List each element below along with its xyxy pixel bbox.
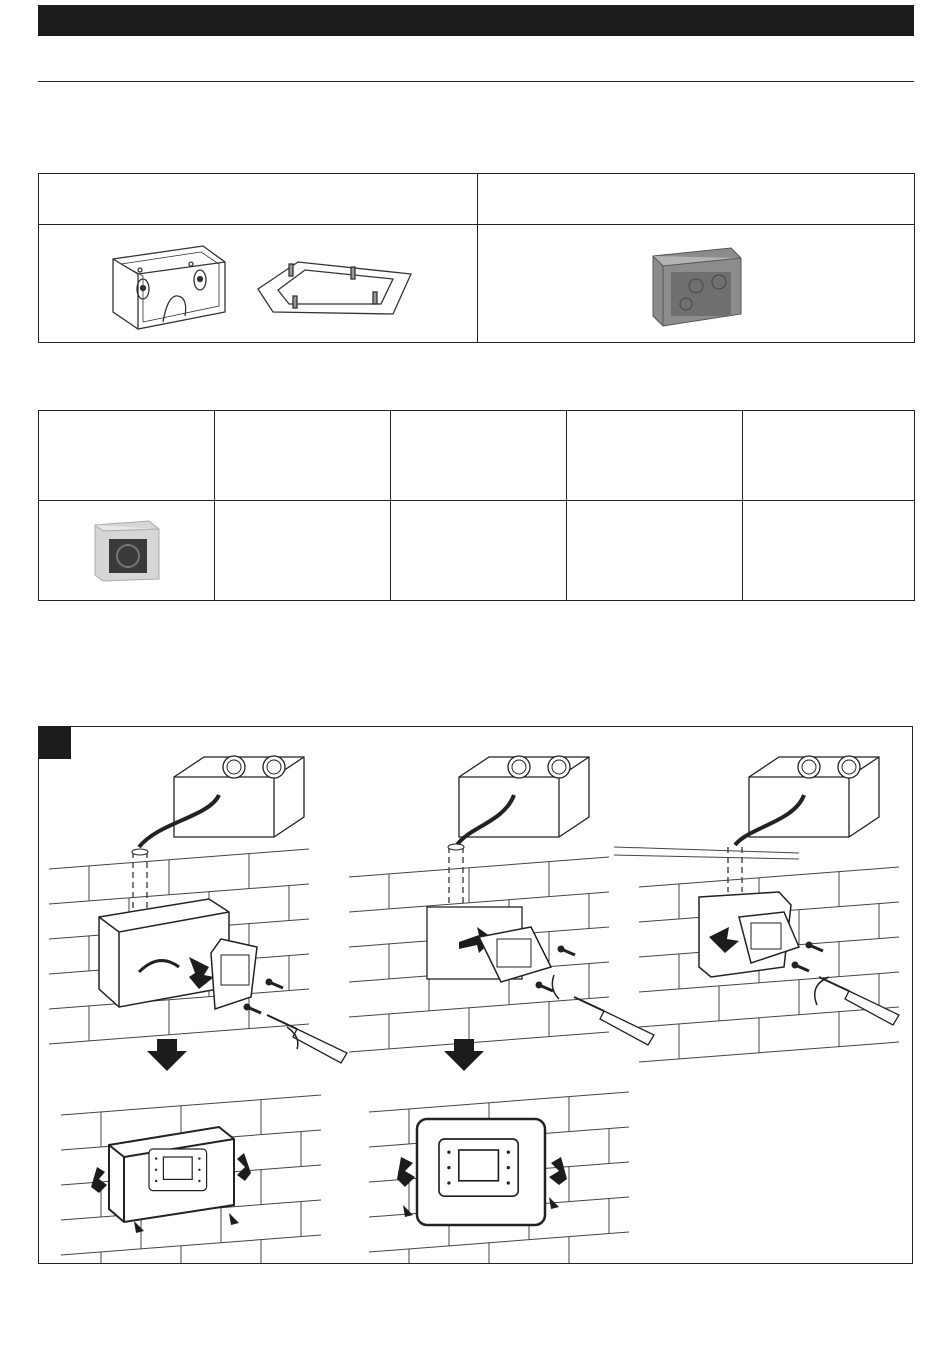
- surface-mount-cell: [39, 225, 478, 343]
- boxes-cell-2: [215, 501, 391, 601]
- mounting-header-flush: [478, 174, 915, 225]
- header-bar: [38, 5, 914, 36]
- flush-box-installation-icon: [349, 756, 654, 1071]
- step-badge: [39, 727, 71, 759]
- header-rule: [38, 81, 914, 82]
- flush-mount-cell: [478, 225, 915, 343]
- flush-mount-wall-box-icon: [641, 234, 751, 334]
- surface-mounted-result-icon: [61, 1095, 321, 1263]
- mounting-header-surface: [39, 174, 478, 225]
- boxes-header-5: [743, 411, 915, 501]
- boxes-header-4: [567, 411, 743, 501]
- installation-panel: [38, 726, 913, 1264]
- boxes-header-3: [391, 411, 567, 501]
- box-compatibility-table: [38, 410, 915, 601]
- boxes-cell-4: [567, 501, 743, 601]
- boxes-cell-3: [391, 501, 567, 601]
- surface-mount-box-and-frame-icon: [93, 234, 423, 334]
- wall-mount-installation-icon: [614, 756, 899, 1062]
- boxes-header-2: [215, 411, 391, 501]
- boxes-header-1: [39, 411, 215, 501]
- flush-mounted-result-icon: [369, 1092, 629, 1263]
- boxes-cell-5: [743, 501, 915, 601]
- surface-box-installation-icon: [49, 756, 347, 1071]
- square-wall-box-icon: [91, 519, 163, 583]
- mounting-options-table: [38, 173, 915, 343]
- square-box-cell: [39, 501, 215, 601]
- installation-illustrations: [39, 727, 912, 1263]
